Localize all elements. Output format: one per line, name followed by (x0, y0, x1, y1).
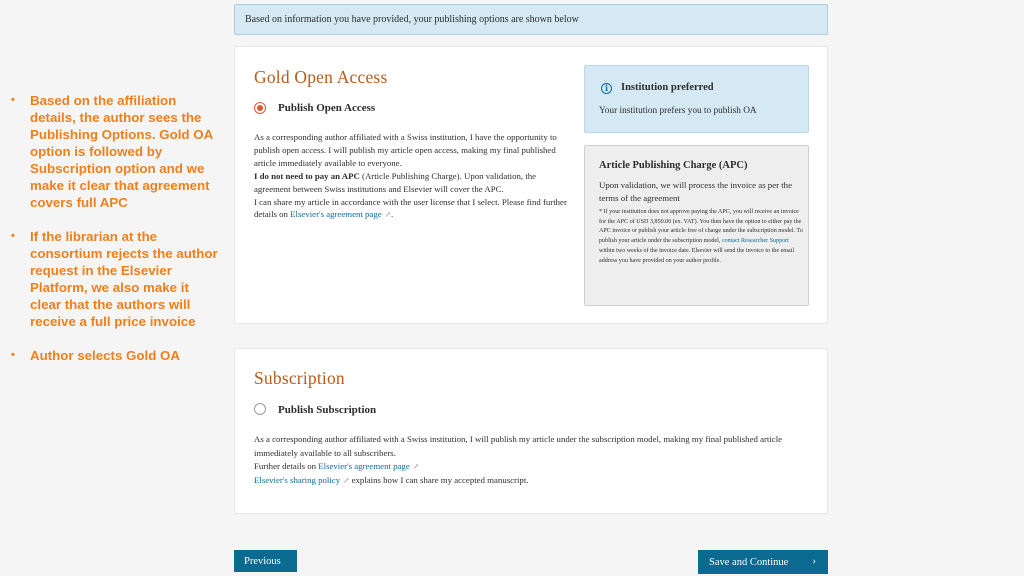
gold-paragraph-2 (254, 170, 572, 196)
gold-paragraph-2-rest: (Article Publishing Charge). Upon validation, the agreement between Swiss institutions and Elsevier will cover the APC. (254, 170, 537, 194)
note-text: Based on the affiliation details, the author sees the Publishing Options. Gold OA option is followed by Subscription option and we make it clear that agreement covers full APC (30, 93, 213, 210)
note-item (8, 347, 218, 364)
publish-subscription-label[interactable]: Publish Subscription (278, 404, 377, 416)
gold-description (254, 131, 572, 222)
subscription-agreement-page-link[interactable]: Elsevier's agreement page (318, 461, 410, 472)
note-text: If the librarian at the consortium rejects the author request in the Elsevier Platform, we also make it clear that the authors will receive a full price invoice (30, 229, 218, 329)
gold-paragraph-3 (254, 196, 572, 223)
subscription-paragraph-3 (254, 474, 794, 488)
apc-fine-text: * If your institution does not approve paying the APC, you will receive an invoice for the APC of USD 3,850.00 (ex. VAT). You then have the option to either pay the APC invoice or publish your article free of charge under the subscription model. To publish your article under the subscription model, (599, 209, 803, 245)
slide-notes (8, 92, 218, 381)
apc-box (584, 145, 809, 306)
info-banner: Based on information you have provided, your publishing options are shown below (234, 4, 828, 35)
no-apc-bold: I do not need to pay an APC (254, 170, 360, 181)
subscription-paragraph-3-text: explains how I can share my accepted manuscript. (349, 474, 529, 485)
note-item (8, 228, 218, 330)
note-item (8, 92, 218, 211)
agreement-page-link[interactable]: Elsevier's agreement page (290, 209, 382, 220)
subscription-title: Subscription (254, 368, 345, 388)
subscription-panel (234, 348, 828, 514)
gold-paragraph-3-text: I can share my article in accordance with the user license that I select. Please find further details on (254, 196, 567, 220)
institution-text: Your institution prefers you to publish OA (599, 106, 757, 116)
gold-title: Gold Open Access (254, 67, 388, 87)
subscription-paragraph-2-text: Further details on (254, 461, 319, 472)
sharing-policy-link[interactable]: Elsevier's sharing policy (254, 474, 341, 485)
bullet-icon: • (11, 349, 15, 361)
external-link-icon: ↗ (412, 462, 420, 472)
apc-fine-end: within two weeks of the invoice date. Elsevier will send the invoice to the email address you have provided on your author profile. (599, 247, 795, 264)
publish-open-access-label[interactable]: Publish Open Access (278, 102, 376, 114)
external-link-icon: ↗ (343, 475, 350, 485)
chevron-right-icon: › (812, 555, 816, 567)
institution-preferred-box (584, 65, 809, 133)
gold-open-access-panel (234, 46, 828, 324)
institution-title: Institution preferred (621, 82, 714, 93)
gold-paragraph-1: As a corresponding author affiliated with a Swiss institution, I have the opportunity to publish open access. I will publish my article open access, making my final published article immediately available to everyone. (254, 132, 557, 168)
subscription-description (254, 433, 794, 487)
note-text: Author selects Gold OA (30, 348, 180, 363)
bullet-icon: • (11, 230, 15, 242)
subscription-paragraph-2 (254, 460, 794, 474)
save-and-continue-label: Save and Continue (709, 556, 789, 568)
info-icon: i (601, 83, 612, 94)
publish-open-access-radio[interactable] (254, 102, 266, 114)
previous-button[interactable]: Previous (234, 550, 297, 572)
bullet-icon: • (11, 94, 15, 106)
contact-researcher-support-link[interactable]: contact Researcher Support (721, 238, 789, 245)
save-and-continue-button[interactable] (698, 550, 828, 574)
publish-subscription-radio[interactable] (254, 403, 266, 415)
apc-fine-print (599, 208, 803, 266)
subscription-paragraph-1: As a corresponding author affiliated with a Swiss institution, I will publish my article under the subscription model, making my final published article immediately available to all subscribers. (254, 434, 783, 458)
external-link-icon: ↗ (384, 210, 391, 220)
apc-title: Article Publishing Charge (APC) (599, 160, 748, 171)
apc-text: Upon validation, we will process the invoice as per the terms of the agreement (599, 180, 792, 203)
gold-paragraph-3-end: . (390, 209, 394, 220)
